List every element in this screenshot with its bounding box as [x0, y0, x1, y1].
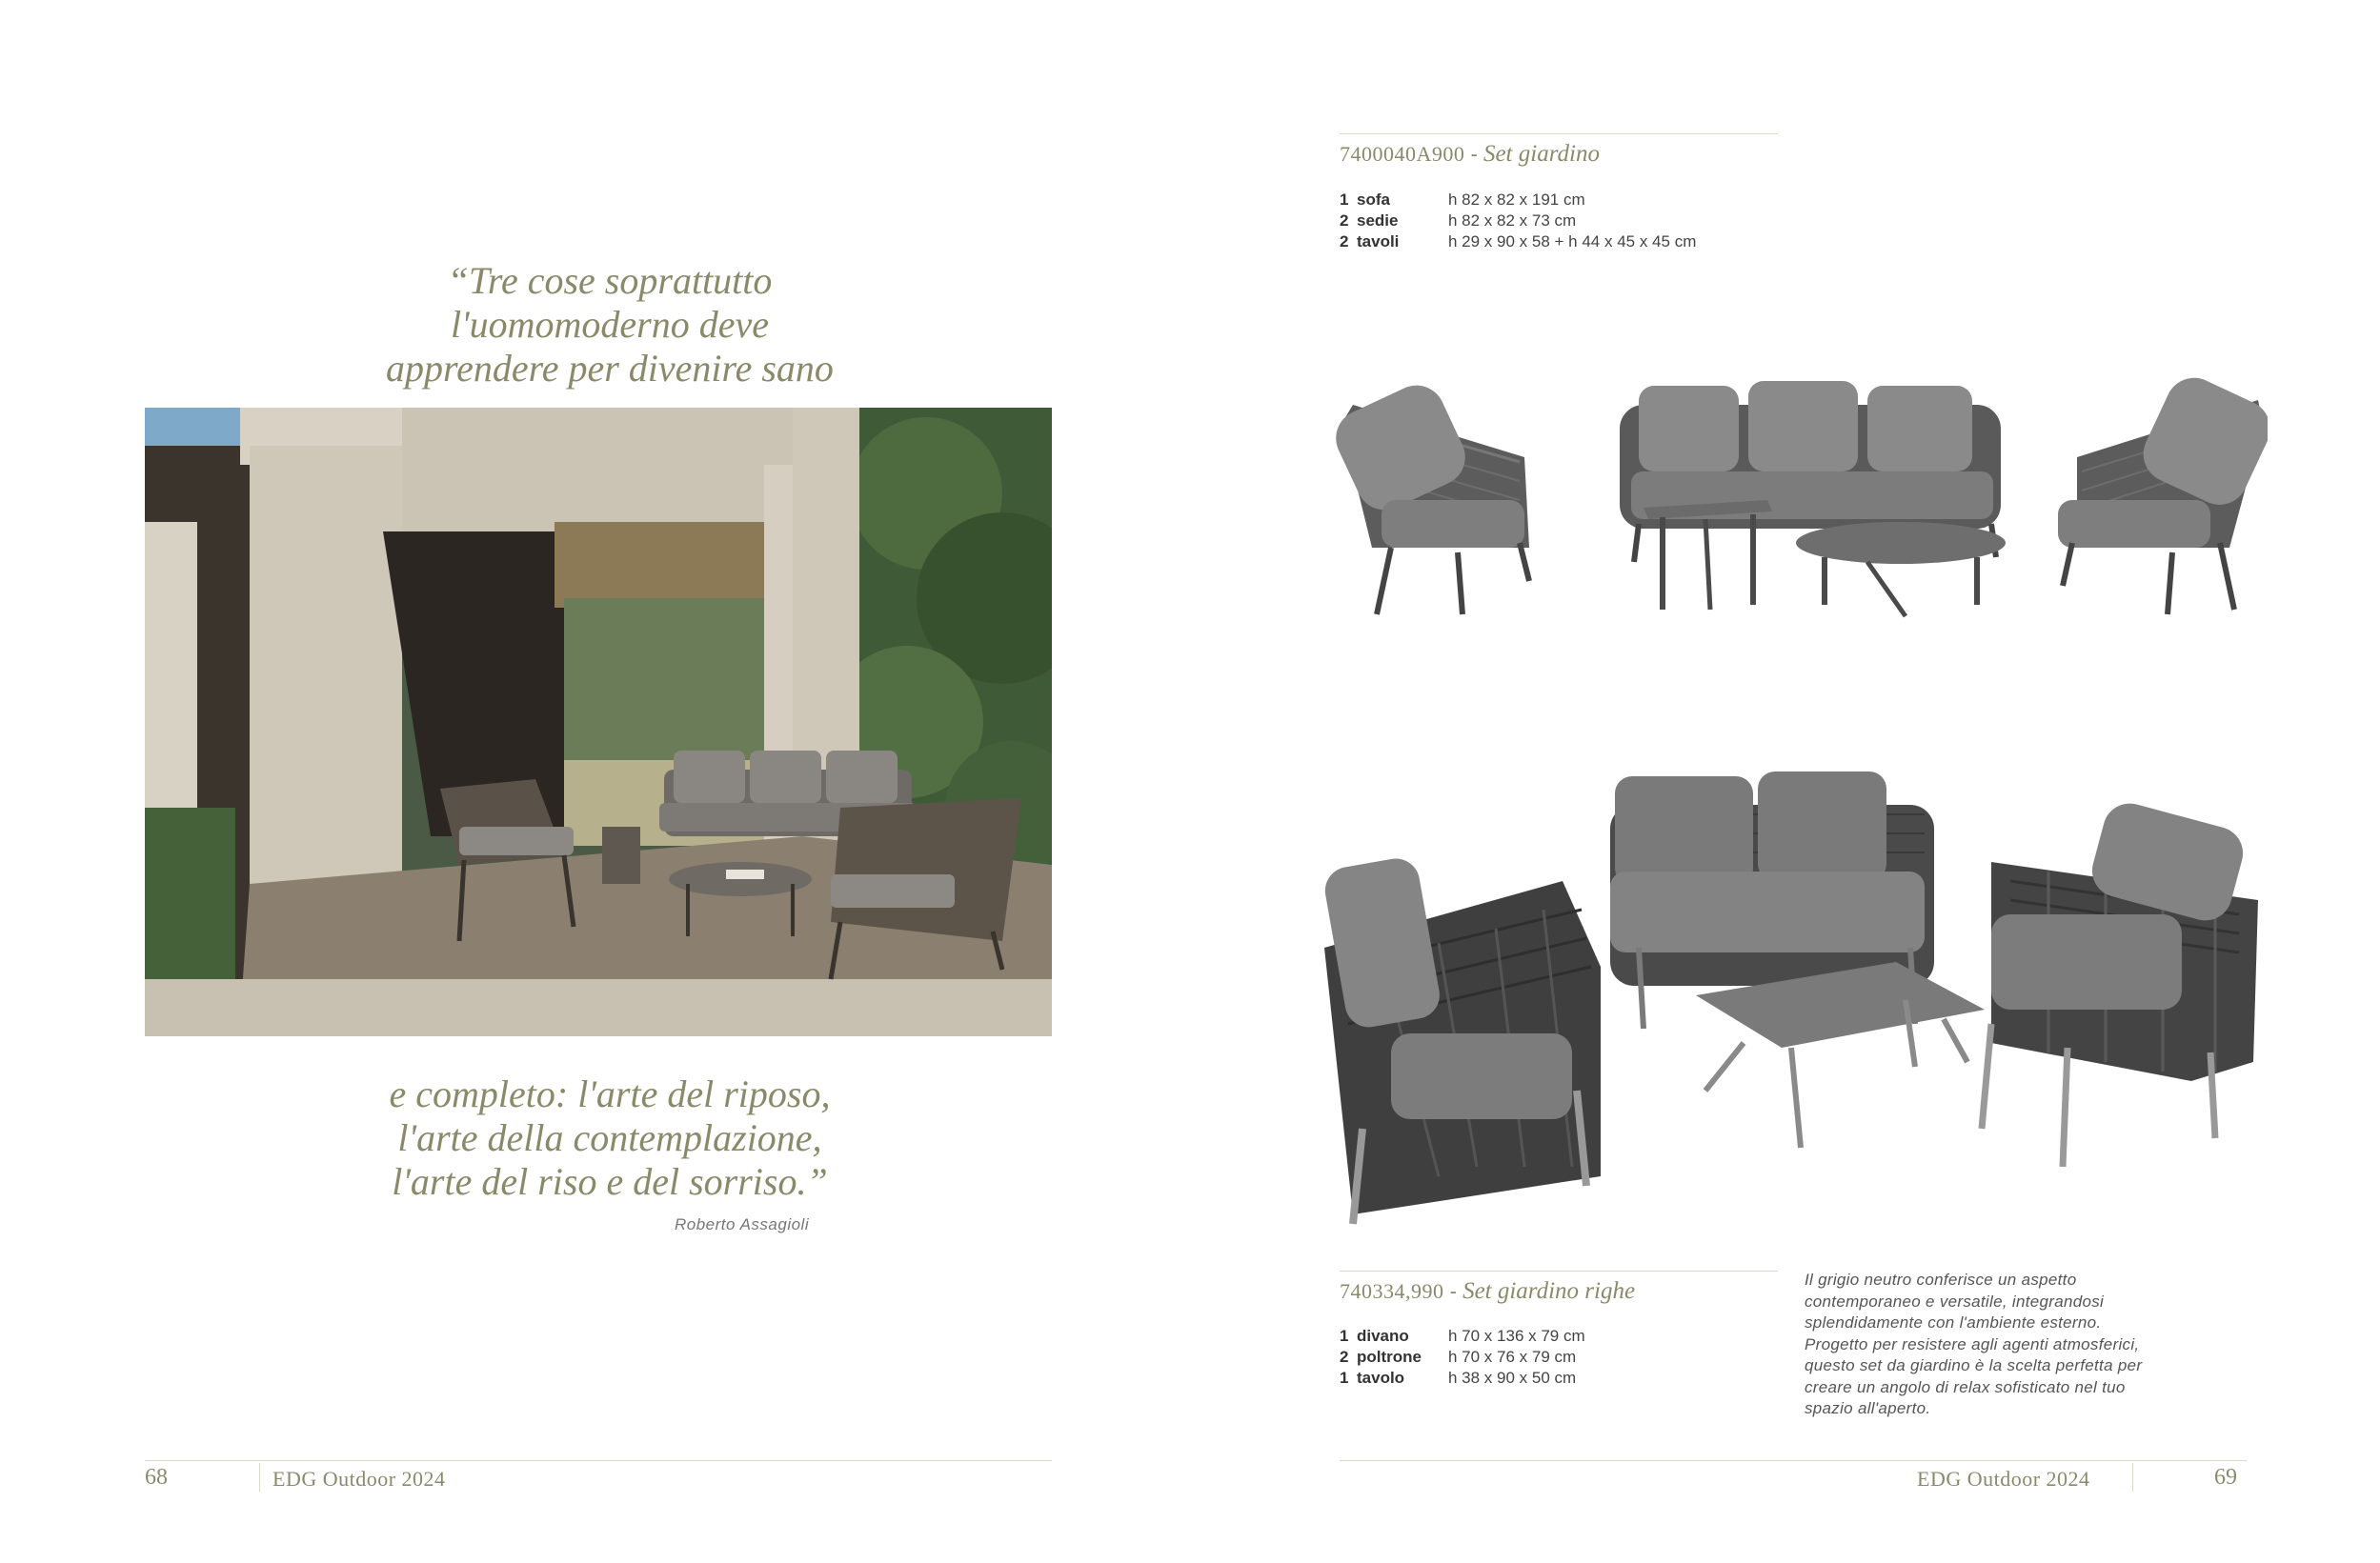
product-1-separator: -	[1464, 142, 1483, 166]
spec-name: divano	[1357, 1327, 1409, 1345]
spec-qty: 2	[1340, 1348, 1349, 1366]
page-number-right: 69	[2214, 1465, 2237, 1490]
footer-label-right: EDG Outdoor 2024	[1917, 1467, 2090, 1491]
quote-top	[314, 259, 905, 391]
description-line: contemporaneo e versatile, integrandosi	[1805, 1292, 2105, 1311]
spec-row	[1340, 1326, 1778, 1347]
quote-line: l'uomomoderno deve	[450, 303, 770, 346]
spec-row	[1340, 210, 1816, 231]
quote-line: l'arte del riso e del sorriso.”	[392, 1160, 828, 1203]
spec-name: tavolo	[1357, 1369, 1405, 1387]
product-1-heading	[1340, 141, 1600, 168]
spec-dims: h 38 x 90 x 50 cm	[1448, 1369, 1577, 1387]
spec-row	[1340, 1347, 1778, 1368]
product-2-title: Set giardino righe	[1462, 1278, 1636, 1304]
spec-row	[1340, 190, 1816, 210]
spec-qty: 2	[1340, 211, 1349, 230]
product-2-rule	[1340, 1271, 1778, 1272]
spec-qty: 1	[1340, 1327, 1349, 1345]
quote-bottom	[314, 1072, 905, 1204]
product-1-image	[1334, 367, 2268, 624]
product-2-code: 740334,990	[1340, 1279, 1444, 1303]
quote-line: “Tre cose soprattutto	[447, 259, 773, 302]
page-number-left: 68	[145, 1465, 168, 1490]
quote-author: Roberto Assagioli	[675, 1215, 810, 1233]
product-2-image	[1324, 767, 2277, 1233]
spec-dims: h 82 x 82 x 191 cm	[1448, 190, 1585, 209]
spec-dims: h 82 x 82 x 73 cm	[1448, 211, 1577, 230]
footer-label-left: EDG Outdoor 2024	[272, 1467, 446, 1491]
footer-divider-left	[259, 1463, 260, 1492]
product-1-rule	[1340, 133, 1778, 134]
footer-rule-right	[1340, 1460, 2247, 1461]
product-2-heading	[1340, 1278, 1635, 1305]
quote-line: l'arte della contemplazione,	[397, 1116, 822, 1159]
product-1-code: 7400040A900	[1340, 142, 1465, 166]
description-line: Progetto per resistere agli agenti atmosferici,	[1805, 1334, 2140, 1353]
product-2-separator: -	[1443, 1279, 1463, 1303]
spec-qty: 2	[1340, 232, 1349, 250]
product-1-specs	[1340, 190, 1816, 252]
footer-divider-right	[2132, 1463, 2133, 1492]
spec-name: sedie	[1357, 211, 1399, 230]
spec-row	[1340, 1368, 1778, 1389]
spec-dims: h 70 x 76 x 79 cm	[1448, 1348, 1577, 1366]
spec-qty: 1	[1340, 190, 1349, 209]
description-line: spazio all'aperto.	[1805, 1399, 1931, 1417]
quote-line: e completo: l'arte del riposo,	[389, 1072, 831, 1115]
description-line: splendidamente con l'ambiente esterno.	[1805, 1313, 2102, 1332]
spec-name: poltrone	[1357, 1348, 1422, 1366]
spec-dims: h 70 x 136 x 79 cm	[1448, 1327, 1585, 1345]
product-description	[1805, 1270, 2224, 1420]
footer-rule-left	[145, 1460, 1052, 1461]
description-line: questo set da giardino è la scelta perfetta per	[1805, 1356, 2143, 1374]
spec-name: sofa	[1357, 190, 1390, 209]
patio-lifestyle-photo	[145, 408, 1052, 1036]
description-line: Il grigio neutro conferisce un aspetto	[1805, 1271, 2077, 1289]
spec-qty: 1	[1340, 1369, 1349, 1387]
spec-name: tavoli	[1357, 232, 1400, 250]
spec-row	[1340, 231, 1816, 252]
description-line: creare un angolo di relax sofisticato nel tuo	[1805, 1377, 2126, 1396]
quote-line: apprendere per divenire sano	[386, 347, 834, 390]
product-2-specs	[1340, 1326, 1778, 1389]
product-1-title: Set giardino	[1482, 141, 1600, 167]
spec-dims: h 29 x 90 x 58 + h 44 x 45 x 45 cm	[1448, 232, 1697, 250]
